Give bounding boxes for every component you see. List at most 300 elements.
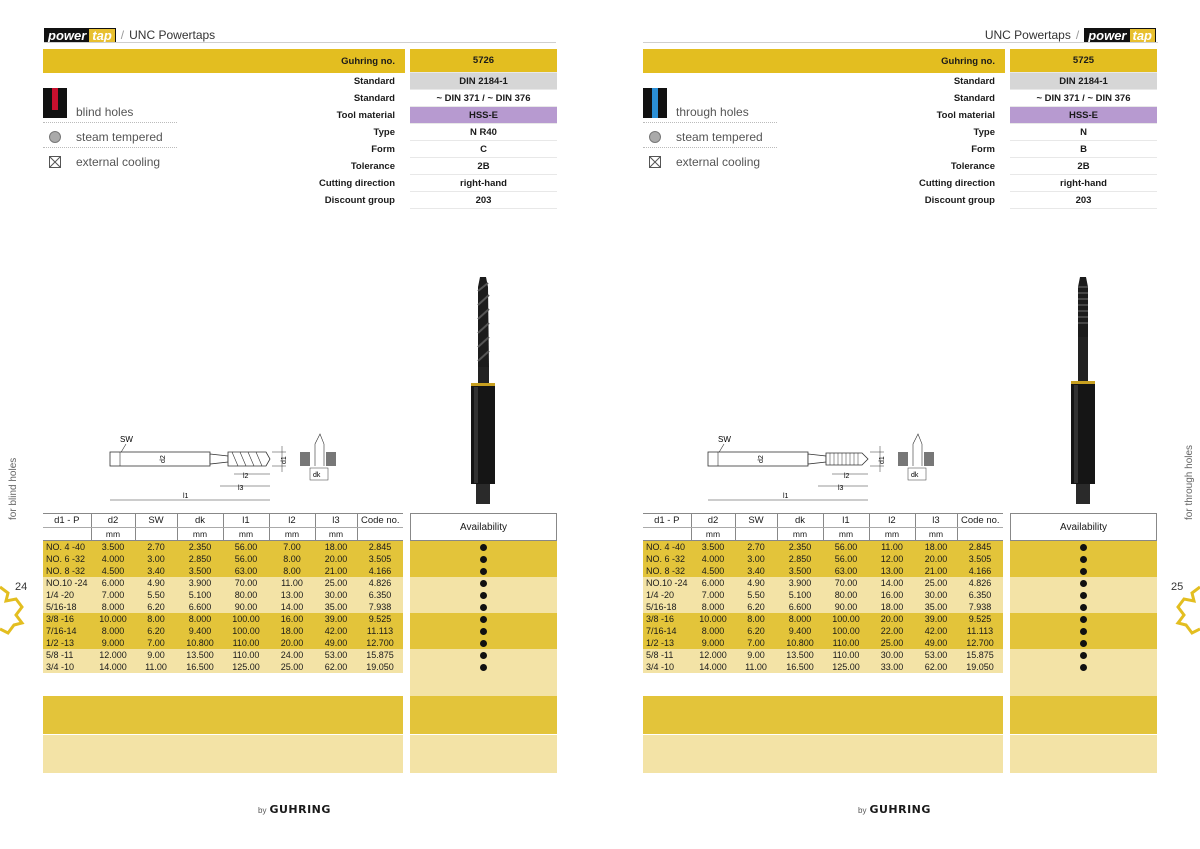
available-dot-icon (1080, 640, 1087, 647)
table-cell: 11.00 (869, 541, 915, 553)
svg-text:d2: d2 (160, 455, 167, 463)
table-cell: 33.00 (869, 661, 915, 673)
dimension-table (643, 513, 1003, 673)
table-cell: 3.900 (777, 577, 823, 589)
table-cell: 10.000 (691, 613, 735, 625)
table-cell: 110.00 (823, 637, 869, 649)
availability-header: Availability (410, 513, 557, 541)
availability-row (1010, 565, 1157, 577)
table-cell: 5/8 -11 (643, 649, 691, 661)
svg-text:dk: dk (911, 472, 919, 479)
table-cell: 70.00 (823, 577, 869, 589)
table-row (43, 577, 403, 589)
availability-filler (1010, 673, 1157, 696)
empty-block (43, 696, 403, 734)
table-cell: 110.00 (223, 637, 269, 649)
table-cell: 1/2 -13 (43, 637, 91, 649)
spec-row-guhring: Guhring no. 5726 (43, 49, 557, 73)
table-cell: 7.938 (357, 601, 403, 613)
table-cell: 49.00 (915, 637, 957, 649)
empty-block (643, 735, 1003, 773)
table-cell: 16.00 (269, 613, 315, 625)
feature-cooling: external cooling (643, 151, 777, 173)
table-cell: 21.00 (915, 565, 957, 577)
table-cell: 5.100 (177, 589, 223, 601)
table-row (643, 649, 1003, 661)
spec-row-type: Type N R40 (43, 124, 557, 141)
table-cell: 125.00 (823, 661, 869, 673)
table-cell: 7/16-14 (43, 625, 91, 637)
table-cell: 2.845 (957, 541, 1003, 553)
svg-text:d1: d1 (281, 456, 288, 464)
available-dot-icon (1080, 652, 1087, 659)
table-units-row: mm mm mm mm mm (643, 528, 1003, 541)
table-cell: NO. 4 -40 (43, 541, 91, 553)
available-dot-icon (480, 640, 487, 647)
spec-row-type: Type N (643, 124, 1157, 141)
table-cell: NO.10 -24 (643, 577, 691, 589)
table-cell: 1/4 -20 (643, 589, 691, 601)
table-cell: 10.800 (177, 637, 223, 649)
guhring-brand: GUHRING (869, 803, 931, 816)
tap-technical-drawing (706, 430, 946, 510)
table-cell: 3.00 (735, 553, 777, 565)
table-row (43, 589, 403, 601)
table-cell: NO. 6 -32 (643, 553, 691, 565)
table-cell: 6.000 (91, 577, 135, 589)
table-cell: 5/16-18 (43, 601, 91, 613)
table-cell: 3.40 (735, 565, 777, 577)
powertap-logo: power tap (44, 28, 116, 43)
table-cell: 7.00 (269, 541, 315, 553)
feature-cooling: external cooling (43, 151, 177, 173)
table-cell: 6.20 (735, 601, 777, 613)
tap-tool-image (466, 277, 500, 507)
table-cell: 56.00 (223, 553, 269, 565)
side-label: for blind holes (8, 457, 19, 520)
available-dot-icon (1080, 556, 1087, 563)
table-cell: 63.00 (223, 565, 269, 577)
table-cell: NO. 4 -40 (643, 541, 691, 553)
side-label: for through holes (1184, 444, 1195, 520)
table-cell: 16.500 (177, 661, 223, 673)
table-cell: 53.00 (315, 649, 357, 661)
table-cell: 20.00 (269, 637, 315, 649)
table-cell: 62.00 (915, 661, 957, 673)
table-cell: 13.00 (869, 565, 915, 577)
available-dot-icon (1080, 664, 1087, 671)
table-cell: 80.00 (823, 589, 869, 601)
table-cell: 12.000 (691, 649, 735, 661)
table-cell: 5.100 (777, 589, 823, 601)
table-row (43, 541, 403, 553)
availability-row (410, 577, 557, 589)
spec-row-cutting: Cutting direction right-hand (43, 175, 557, 192)
empty-block (410, 735, 557, 773)
available-dot-icon (480, 556, 487, 563)
table-cell: NO. 6 -32 (43, 553, 91, 565)
table-cell: 8.00 (135, 613, 177, 625)
table-cell: 4.500 (691, 565, 735, 577)
table-cell: 3.40 (135, 565, 177, 577)
table-cell: 16.00 (869, 589, 915, 601)
table-cell: 13.500 (777, 649, 823, 661)
table-cell: 18.00 (915, 541, 957, 553)
external-cooling-icon (643, 156, 667, 168)
table-cell: 6.600 (777, 601, 823, 613)
availability-row (1010, 577, 1157, 589)
empty-block (1010, 696, 1157, 734)
table-cell: 9.000 (691, 637, 735, 649)
available-dot-icon (1080, 616, 1087, 623)
spec-row-guhring: Guhring no. 5725 (643, 49, 1157, 73)
available-dot-icon (1080, 580, 1087, 587)
table-cell: 14.000 (691, 661, 735, 673)
svg-text:l2: l2 (243, 473, 249, 480)
table-cell: 11.00 (269, 577, 315, 589)
table-cell: 2.70 (135, 541, 177, 553)
table-cell: 25.00 (869, 637, 915, 649)
table-row (643, 589, 1003, 601)
availability-row (410, 565, 557, 577)
table-cell: 18.00 (269, 625, 315, 637)
table-cell: 7.000 (91, 589, 135, 601)
table-cell: 7.00 (735, 637, 777, 649)
table-cell: 4.000 (91, 553, 135, 565)
table-cell: 70.00 (223, 577, 269, 589)
table-cell: 22.00 (869, 625, 915, 637)
availability-row (410, 613, 557, 625)
availability-row (1010, 637, 1157, 649)
table-cell: 49.00 (315, 637, 357, 649)
table-cell: 5.50 (135, 589, 177, 601)
table-cell: 8.00 (735, 613, 777, 625)
table-cell: 13.00 (269, 589, 315, 601)
table-cell: 14.00 (869, 577, 915, 589)
svg-text:l2: l2 (844, 473, 850, 480)
table-cell: 100.00 (223, 625, 269, 637)
spec-row-material: Tool material HSS-E (43, 107, 557, 124)
table-header-row: d1 - P d2 SW dk l1 l2 l3 Code no. (643, 514, 1003, 528)
table-cell: 3/4 -10 (43, 661, 91, 673)
table-row (43, 649, 403, 661)
table-row (643, 541, 1003, 553)
availability-row (410, 541, 557, 553)
table-cell: 8.000 (691, 601, 735, 613)
table-row (43, 661, 403, 673)
table-cell: 4.90 (135, 577, 177, 589)
table-cell: 7.938 (957, 601, 1003, 613)
svg-text:d1: d1 (879, 456, 886, 464)
table-cell: NO.10 -24 (43, 577, 91, 589)
table-cell: 35.00 (315, 601, 357, 613)
table-cell: 8.000 (177, 613, 223, 625)
availability-row (410, 637, 557, 649)
table-cell: 16.500 (777, 661, 823, 673)
availability-row (410, 661, 557, 673)
table-cell: NO. 8 -32 (43, 565, 91, 577)
feature-temper: steam tempered (643, 126, 777, 148)
available-dot-icon (480, 616, 487, 623)
table-cell: 56.00 (823, 553, 869, 565)
table-cell: 3.00 (135, 553, 177, 565)
table-cell: 4.166 (957, 565, 1003, 577)
table-cell: 5/16-18 (643, 601, 691, 613)
table-cell: 18.00 (869, 601, 915, 613)
table-header-row: d1 - P d2 SW dk l1 l2 l3 Code no. (43, 514, 403, 528)
table-cell: 2.350 (177, 541, 223, 553)
table-row (43, 601, 403, 613)
page-number: 25 (1171, 581, 1184, 593)
spec-row-form: Form C (43, 141, 557, 158)
availability-row (410, 589, 557, 601)
table-cell: 9.400 (777, 625, 823, 637)
table-cell: 4.90 (735, 577, 777, 589)
availability-filler (410, 673, 557, 696)
header-divider (44, 42, 556, 43)
table-cell: 100.00 (823, 613, 869, 625)
table-cell: 9.525 (357, 613, 403, 625)
page-title: UNC Powertaps (984, 28, 1071, 42)
available-dot-icon (480, 652, 487, 659)
spec-row-material: Tool material HSS-E (643, 107, 1157, 124)
empty-block (410, 696, 557, 734)
availability-row (410, 553, 557, 565)
table-cell: 4.166 (357, 565, 403, 577)
table-cell: 19.050 (957, 661, 1003, 673)
availability-column (1010, 541, 1157, 696)
available-dot-icon (1080, 568, 1087, 575)
steam-tempered-icon (49, 131, 61, 143)
spec-row-tolerance: Tolerance 2B (43, 158, 557, 175)
table-cell: 6.20 (135, 601, 177, 613)
table-cell: 6.000 (691, 577, 735, 589)
table-cell: 3.500 (91, 541, 135, 553)
table-cell: 3.500 (691, 541, 735, 553)
table-row (643, 577, 1003, 589)
table-row (643, 553, 1003, 565)
table-cell: 9.000 (91, 637, 135, 649)
available-dot-icon (480, 604, 487, 611)
table-cell: 4.000 (691, 553, 735, 565)
table-row (643, 661, 1003, 673)
table-cell: 14.00 (269, 601, 315, 613)
availability-header: Availability (1010, 513, 1157, 541)
table-cell: 20.00 (315, 553, 357, 565)
table-cell: 3.500 (777, 565, 823, 577)
page-header: power tap / UNC Powertaps (44, 27, 215, 43)
catalog-page-right (600, 0, 1200, 849)
table-cell: 30.00 (315, 589, 357, 601)
table-units-row: mm mm mm mm mm (43, 528, 403, 541)
available-dot-icon (480, 544, 487, 551)
availability-row (1010, 553, 1157, 565)
page-number: 24 (15, 581, 28, 593)
table-row (43, 637, 403, 649)
availability-row (410, 649, 557, 661)
table-cell: 3.505 (357, 553, 403, 565)
table-cell: 19.050 (357, 661, 403, 673)
availability-row (1010, 601, 1157, 613)
table-cell: 3/4 -10 (643, 661, 691, 673)
table-cell: 8.000 (691, 625, 735, 637)
table-row (643, 601, 1003, 613)
table-cell: 25.00 (915, 577, 957, 589)
table-cell: 2.845 (357, 541, 403, 553)
table-cell: 18.00 (315, 541, 357, 553)
table-cell: 6.20 (135, 625, 177, 637)
spec-row-standard2: Standard ~ DIN 371 / ~ DIN 376 (643, 90, 1157, 107)
spec-row-tolerance: Tolerance 2B (643, 158, 1157, 175)
availability-row (1010, 661, 1157, 673)
svg-text:l3: l3 (838, 485, 844, 492)
table-cell: 13.500 (177, 649, 223, 661)
table-cell: 14.000 (91, 661, 135, 673)
spec-row-standard: Standard DIN 2184-1 (643, 73, 1157, 90)
svg-text:dk: dk (313, 472, 321, 479)
table-row (43, 625, 403, 637)
table-cell: 15.875 (357, 649, 403, 661)
table-cell: 15.875 (957, 649, 1003, 661)
table-cell: 30.00 (915, 589, 957, 601)
table-cell: 12.700 (957, 637, 1003, 649)
table-cell: 11.113 (357, 625, 403, 637)
table-cell: 10.800 (777, 637, 823, 649)
svg-text:l1: l1 (183, 493, 189, 500)
availability-row (410, 625, 557, 637)
feature-hole-type: blind holes (43, 101, 177, 123)
table-cell: 90.00 (823, 601, 869, 613)
table-cell: 9.525 (957, 613, 1003, 625)
table-cell: 30.00 (869, 649, 915, 661)
table-cell: 4.826 (957, 577, 1003, 589)
table-cell: 12.700 (357, 637, 403, 649)
table-cell: 2.350 (777, 541, 823, 553)
table-cell: 2.850 (177, 553, 223, 565)
table-cell: 90.00 (223, 601, 269, 613)
table-row (643, 625, 1003, 637)
table-cell: 12.000 (91, 649, 135, 661)
guhring-number: 5726 (410, 49, 557, 73)
header-divider (643, 42, 1158, 43)
table-cell: 5.50 (735, 589, 777, 601)
svg-text:SW: SW (718, 435, 731, 444)
table-cell: 10.000 (91, 613, 135, 625)
footer: by GUHRING (258, 803, 331, 816)
svg-text:d2: d2 (758, 455, 765, 463)
table-cell: 1/4 -20 (43, 589, 91, 601)
table-cell: 1/2 -13 (643, 637, 691, 649)
table-cell: NO. 8 -32 (643, 565, 691, 577)
svg-text:SW: SW (120, 435, 133, 444)
table-cell: 25.00 (315, 577, 357, 589)
available-dot-icon (1080, 604, 1087, 611)
table-cell: 8.00 (269, 565, 315, 577)
tap-tool-image (1066, 277, 1100, 507)
feature-temper: steam tempered (43, 126, 177, 148)
table-cell: 20.00 (869, 613, 915, 625)
table-cell: 21.00 (315, 565, 357, 577)
spec-row-discount: Discount group 203 (643, 192, 1157, 209)
external-cooling-icon (43, 156, 67, 168)
table-cell: 3/8 -16 (643, 613, 691, 625)
table-row (43, 553, 403, 565)
table-cell: 9.00 (735, 649, 777, 661)
table-cell: 42.00 (315, 625, 357, 637)
spec-row-form: Form B (643, 141, 1157, 158)
table-cell: 80.00 (223, 589, 269, 601)
table-cell: 24.00 (269, 649, 315, 661)
empty-block (1010, 735, 1157, 773)
table-cell: 6.350 (957, 589, 1003, 601)
table-row (43, 613, 403, 625)
table-cell: 62.00 (315, 661, 357, 673)
table-cell: 39.00 (915, 613, 957, 625)
available-dot-icon (1080, 628, 1087, 635)
table-row (643, 613, 1003, 625)
table-cell: 11.00 (135, 661, 177, 673)
footer: by GUHRING (858, 803, 931, 816)
available-dot-icon (480, 628, 487, 635)
table-cell: 3.900 (177, 577, 223, 589)
table-cell: 6.600 (177, 601, 223, 613)
available-dot-icon (1080, 592, 1087, 599)
table-row (43, 565, 403, 577)
table-cell: 42.00 (915, 625, 957, 637)
availability-row (1010, 625, 1157, 637)
availability-row (1010, 649, 1157, 661)
table-cell: 35.00 (915, 601, 957, 613)
available-dot-icon (480, 568, 487, 575)
table-cell: 20.00 (915, 553, 957, 565)
table-cell: 100.00 (223, 613, 269, 625)
guhring-brand: GUHRING (269, 803, 331, 816)
availability-column (410, 541, 557, 696)
table-cell: 63.00 (823, 565, 869, 577)
table-cell: 8.000 (777, 613, 823, 625)
empty-block (43, 735, 403, 773)
table-cell: 7/16-14 (643, 625, 691, 637)
table-cell: 8.000 (91, 601, 135, 613)
table-cell: 11.00 (735, 661, 777, 673)
table-cell: 110.00 (223, 649, 269, 661)
table-cell: 56.00 (823, 541, 869, 553)
table-cell: 125.00 (223, 661, 269, 673)
available-dot-icon (480, 664, 487, 671)
table-cell: 12.00 (869, 553, 915, 565)
table-row (643, 637, 1003, 649)
table-cell: 5/8 -11 (43, 649, 91, 661)
table-cell: 110.00 (823, 649, 869, 661)
table-cell: 100.00 (823, 625, 869, 637)
available-dot-icon (480, 580, 487, 587)
table-cell: 8.00 (269, 553, 315, 565)
table-cell: 39.00 (315, 613, 357, 625)
dimension-table (43, 513, 403, 673)
table-cell: 2.70 (735, 541, 777, 553)
spec-row-discount: Discount group 203 (43, 192, 557, 209)
table-cell: 6.20 (735, 625, 777, 637)
guhring-number: 5725 (1010, 49, 1157, 73)
empty-block (643, 696, 1003, 734)
svg-text:l1: l1 (783, 493, 789, 500)
tap-technical-drawing (108, 430, 348, 510)
table-cell: 8.000 (91, 625, 135, 637)
svg-text:l3: l3 (238, 485, 244, 492)
table-cell: 3/8 -16 (43, 613, 91, 625)
spec-row-cutting: Cutting direction right-hand (643, 175, 1157, 192)
table-cell: 3.505 (957, 553, 1003, 565)
